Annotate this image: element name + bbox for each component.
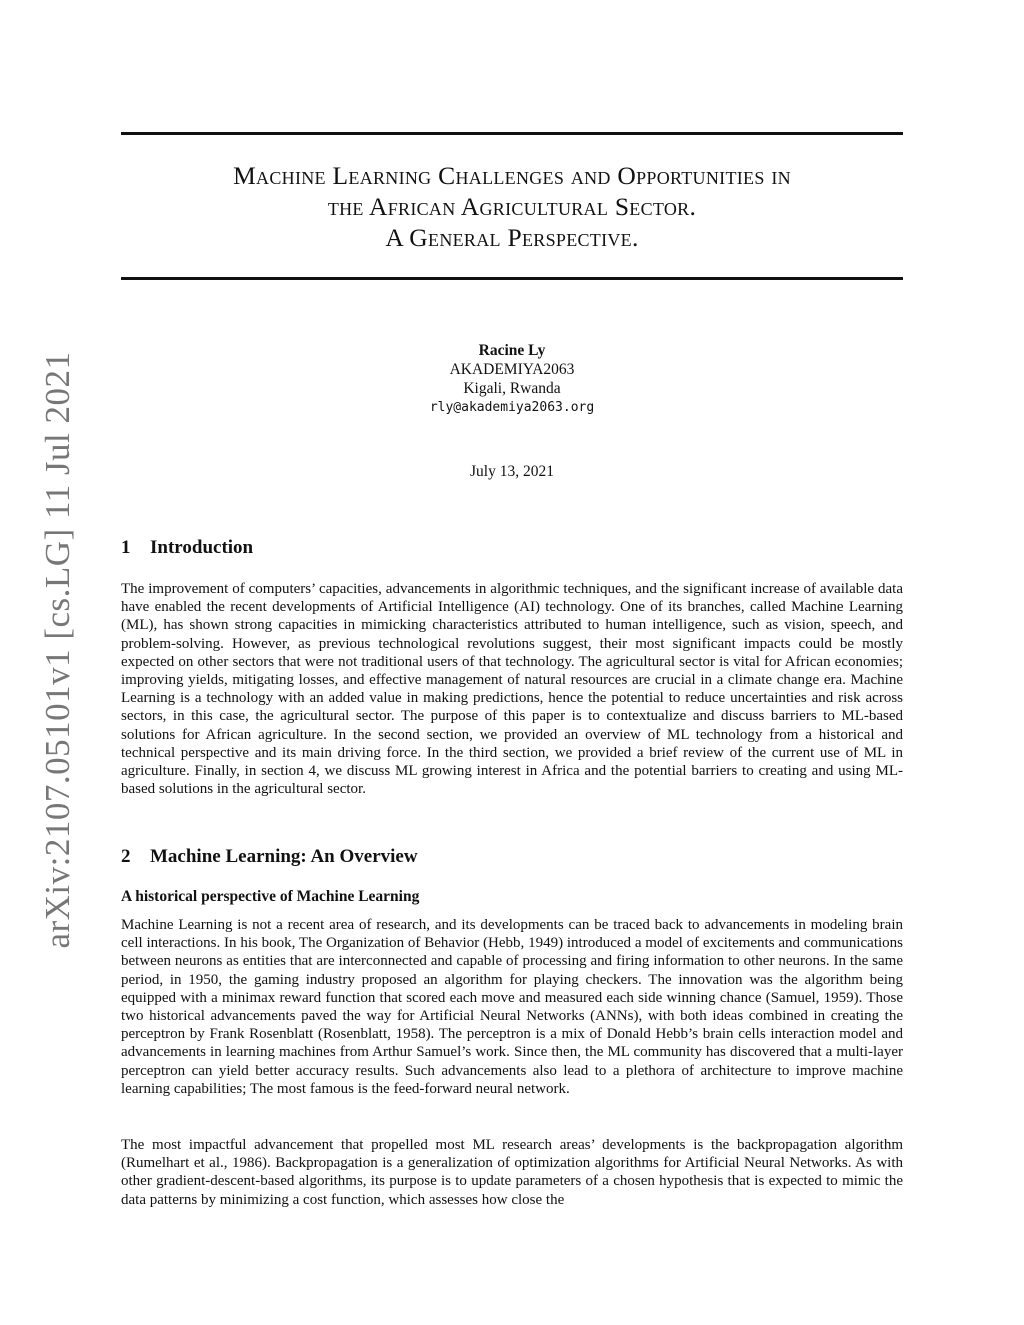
title-line-2: the African Agricultural Sector.	[327, 192, 697, 221]
section-number: 2	[121, 846, 131, 867]
section-title-text: Introduction	[150, 537, 254, 558]
section-number: 1	[121, 537, 131, 558]
author-name: Racine Ly	[478, 342, 546, 359]
historical-paragraph: Machine Learning is not a recent area of research, and its developments can be traced back to advancements in modeling brain cell interactions. In his book, The Organization of Behavior (Hebb, 1949) introduced a model of excitements and communications between neurons as entities that are interconnected and capable of processing and firing information to other neurons. In the same period, in 1950, the gaming industry proposed an algorithm for playing checkers. The innovation was the algorithm being equipped with a minimax reward function that scored each move and measured each side winning chance (Samuel, 1959). Those two historical advancements paved the way for Artificial Neural Networks (ANNs), with both ideas combined in creating the perceptron by Frank Rosenblatt (Rosenblatt, 1958). The perceptron is a mix of Donald Hebb’s brain cells interaction model and advancements in learning machines from Arthur Samuel’s work. Since then, the ML community has discovered that a multi-layer perceptron can yield better accuracy results. Such advancements also lead to a plethora of architecture to improve machine learning capabilities; The most famous is the feed-forward neural network.	[121, 917, 903, 1097]
introduction-paragraph: The improvement of computers’ capacities, advancements in algorithmic techniques, and the significant increase of available data have enabled the recent developments of Artificial Intelligence (AI) technology. One of its branches, called Machine Learning (ML), has shown strong capacities in mimicking characteristics attributed to human intelligence, such as vision, speech, and problem-solving. However, as previous technological revolutions suggest, their most significant impacts could be mostly expected on other sectors that were not traditional users of that technology. The agricultural sector is vital for African economies; improving yields, mitigating losses, and effective management of natural resources are crucial in a climate change era. Machine Learning is a technology with an added value in making predictions, hence the potential to reduce uncertainties and risk across sectors, in this case, the agricultural sector. The purpose of this paper is to contextualize and discuss barriers to ML-based solutions for African agriculture. In the second section, we provided an overview of ML technology from a historical and technical perspective and its main driving force. In the third section, we provided a brief review of the current use of ML in agriculture. Finally, in section 4, we discuss ML growing interest in Africa and the potential barriers to creating and using ML-based solutions in the agricultural sector.	[121, 581, 903, 798]
title-rule-top	[121, 132, 903, 135]
author-email: rly@akademiya2063.org	[429, 400, 595, 415]
backpropagation-paragraph: The most impactful advancement that propelled most ML research areas’ developments is the backpropagation algorithm (Rumelhart et al., 1986). Backpropagation is a generalization of optimization algorithms for Artificial Neural Networks. As with other gradient-descent-based algorithms, its purpose is to update parameters of a chosen hypothesis that is expected to mimic the data patterns by minimizing a cost function, which assesses how close the	[121, 1137, 903, 1208]
subsection-heading-historical: A historical perspective of Machine Learning	[121, 888, 420, 905]
paper-date: July 13, 2021	[470, 463, 554, 480]
author-block	[0, 341, 1024, 417]
section-title-text: Machine Learning: An Overview	[150, 846, 418, 867]
author-affiliation: AKADEMIYA2063	[449, 361, 575, 378]
arxiv-identifier: arXiv:2107.05101v1 [cs.LG] 11 Jul 2021	[38, 351, 77, 949]
author-location: Kigali, Rwanda	[463, 380, 561, 397]
paper-title	[121, 160, 903, 253]
section-heading-introduction	[121, 537, 253, 559]
title-line-1: Machine Learning Challenges and Opportunities in	[233, 161, 791, 190]
title-rule-bottom	[121, 277, 903, 280]
title-line-3: A General Perspective.	[385, 223, 639, 252]
section-heading-ml-overview	[121, 846, 418, 868]
